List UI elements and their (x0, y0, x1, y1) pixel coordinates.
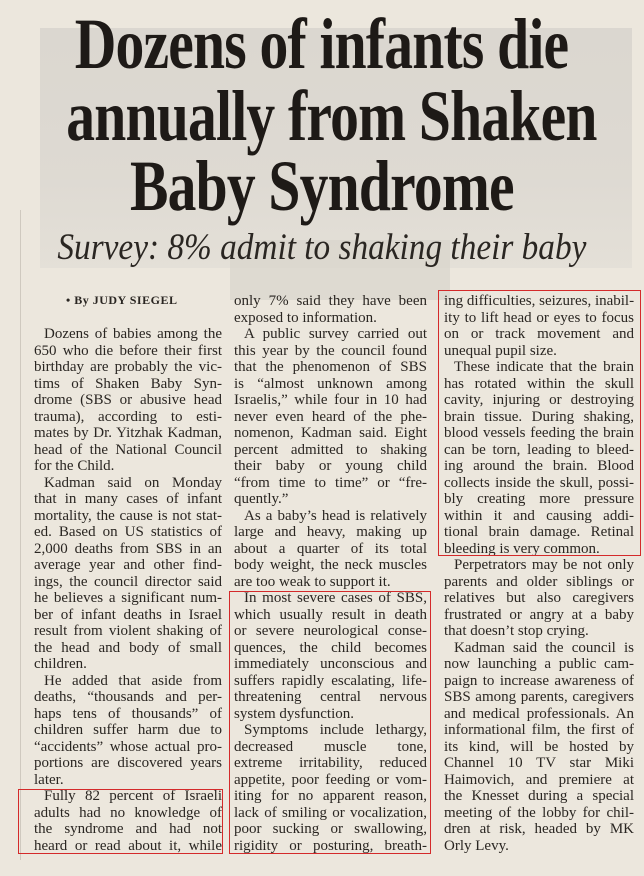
text-line: A public survey carried out (244, 326, 427, 342)
article-paragraph (444, 557, 634, 640)
text-line: lack of smiling or vocalization, (234, 804, 427, 821)
text-line: nomenon, Kadman said. Eight (234, 425, 427, 441)
text-line: drome (SBS or abusive head (34, 392, 222, 408)
text-line: appetite, poor feeding or vom- (234, 771, 427, 788)
text-line: its kind, will be hosted by (444, 738, 634, 755)
text-line: birthday are probably the vic- (34, 359, 222, 375)
text-line: the syndrome and had not (34, 821, 222, 837)
text-line: As a baby’s head is relatively (244, 507, 427, 524)
text-line: which usually result in death (234, 606, 427, 623)
text-line: threatening central nervous (234, 689, 427, 705)
text-line: unequal pupil size. (444, 342, 557, 359)
highlight-box (229, 591, 431, 854)
text-line: frustrated or angry at a baby (444, 606, 634, 623)
text-line: immediately unconscious and (234, 656, 427, 672)
text-line: their baby or young child (234, 458, 427, 474)
text-line: mates by Dr. Yitzhak Kadman, (34, 425, 222, 441)
column-rule (20, 210, 21, 860)
text-line: children. (34, 656, 87, 672)
text-line: “accidents” whose actual pro- (34, 738, 222, 755)
text-line: about a quarter of its total (234, 540, 427, 557)
text-line: result from violent shaking of (34, 623, 222, 639)
text-line: head of the National Council (34, 441, 222, 458)
text-line: are too weak to support it. (234, 573, 391, 590)
text-line: Perpetrators may be not only (454, 557, 634, 573)
text-line: portions are discovered years (34, 755, 222, 771)
text-line: paign to increase awareness of (444, 672, 634, 689)
text-line: for the Child. (34, 458, 115, 474)
article-paragraph (444, 640, 634, 855)
article-paragraph (34, 673, 222, 789)
text-line: heard or read about it, while (34, 837, 222, 854)
highlight-box (438, 290, 641, 556)
text-line: the Knesset during a special (444, 788, 634, 804)
text-line: meeting of the lobby for chil- (444, 804, 634, 821)
text-line: Symptoms include lethargy, (244, 722, 427, 738)
text-line: that the phenomenon of SBS (234, 359, 427, 375)
text-line: ing around the brain. Blood (444, 458, 634, 474)
text-line: extreme irritability, reduced (234, 755, 427, 771)
text-line: Channel 10 TV star Miki (444, 755, 634, 771)
text-line: haps tens of thousands” of (34, 705, 222, 722)
highlight-box (18, 789, 223, 854)
text-line: parents and older siblings or (444, 573, 634, 590)
text-line: Fully 82 percent of Israeli (44, 788, 222, 804)
text-line: or severe neurological conse- (234, 623, 427, 639)
text-line: can be torn, leading to bleed- (444, 441, 634, 458)
article-column-1 (34, 326, 222, 854)
text-line: system dysfunction. (234, 705, 354, 722)
article-paragraph (34, 475, 222, 673)
text-line: These indicate that the brain (454, 359, 634, 375)
text-line: body weight, the neck muscles (234, 557, 427, 573)
text-line: ing difficulties, seizures, inabil- (444, 293, 635, 309)
text-line: suffers rapidly escalating, life- (234, 672, 427, 689)
text-line: 650 who die before their first (34, 342, 222, 359)
text-line: quences, the child becomes (234, 639, 427, 656)
text-line: Haimovich, and premiere at (444, 771, 634, 788)
text-line: Orly Levy. (444, 837, 509, 854)
text-line: ber of infant deaths in Israel (34, 606, 222, 623)
article-paragraph (34, 326, 222, 475)
text-line: the head and body of small (34, 639, 222, 656)
text-line: now launching a public cam- (444, 656, 634, 672)
text-line: large and heavy, making up (234, 524, 427, 540)
text-line: ings, the council director said (34, 573, 222, 590)
text-line: children suffer harm due to (34, 722, 222, 738)
text-line: has rotated within the skull (444, 375, 634, 392)
text-line: on or track movement and (444, 326, 634, 342)
text-line: dren at risk, headed by MK (444, 821, 634, 837)
text-line: tional brain damage. Retinal (444, 524, 634, 540)
text-line: and medical professionals. An (444, 705, 634, 722)
text-line: is “almost unknown among (234, 375, 427, 392)
text-line: poor sucking or swallowing, (234, 821, 427, 837)
article-paragraph (234, 326, 427, 508)
headline-text: annually from Shaken (66, 76, 597, 156)
subheadline (0, 228, 644, 268)
text-line: percent admitted to shaking (234, 441, 427, 458)
text-line: trauma), according to esti- (34, 408, 222, 425)
byline: • By JUDY SIEGEL (66, 293, 178, 307)
text-line: decreased muscle tone, (234, 738, 427, 755)
text-line: quently.” (234, 491, 289, 507)
headline-line-2 (0, 76, 644, 156)
headline-line-3 (0, 146, 644, 226)
text-line: informational film, the first of (444, 722, 634, 738)
text-line: ity to lift head or eyes to focus (444, 309, 634, 326)
text-line: deaths, “thousands and per- (34, 689, 222, 705)
text-line: exposed to information. (234, 309, 377, 326)
text-line: never even heard of the phe- (234, 408, 427, 425)
text-line: mortality, the cause is not stat- (34, 507, 222, 524)
subheadline-text: Survey: 8% admit to shaking their baby (57, 227, 587, 268)
text-line: Kadman said on Monday (44, 474, 222, 491)
text-line: adults had no knowledge of (34, 804, 222, 821)
text-line: that in many cases of infant (34, 491, 222, 507)
text-line: 2,000 deaths from SBS in an (34, 540, 222, 557)
text-line: cavity, injuring or destroying (444, 392, 634, 408)
text-line: this year by the council found (234, 342, 427, 359)
text-line: average year and other find- (34, 557, 222, 573)
text-line: within it and causing addi- (444, 507, 634, 524)
text-line: relatives but also caregivers (444, 590, 634, 606)
headline-text: Baby Syndrome (130, 146, 514, 226)
text-line: rigidity or posturing, breath- (234, 837, 427, 854)
text-line: iting for no apparent reason, (234, 788, 427, 804)
text-line: Kadman said the council is (454, 639, 634, 656)
text-line: In most severe cases of SBS, (244, 590, 427, 606)
text-line: Israelis,” while four in 10 had (234, 392, 427, 408)
text-line: he believes a significant num- (34, 590, 222, 606)
text-line: bly creating more pressure (444, 491, 634, 507)
text-line: collects inside the skull, possi- (444, 474, 634, 491)
text-line: “from time to time” or “fre- (234, 474, 427, 491)
text-line: ed. Based on US statistics of (34, 524, 222, 540)
text-line: He added that aside from (44, 672, 222, 689)
headline-text: Dozens of infants die (75, 4, 569, 84)
text-line: SBS among parents, caregivers (444, 689, 634, 705)
article-paragraph (234, 293, 427, 326)
text-line: that doesn’t stop crying. (444, 623, 589, 639)
text-line: Dozens of babies among the (44, 326, 222, 342)
text-line: later. (34, 771, 64, 788)
text-line: blood vessels feeding the brain (444, 425, 634, 441)
text-line: tims of Shaken Baby Syn- (34, 375, 222, 392)
article-paragraph (234, 508, 427, 591)
headline-line-1 (0, 4, 644, 84)
text-line: brain tissue. During shaking, (444, 408, 634, 425)
text-line: only 7% said they have been (234, 293, 427, 309)
text-line: bleeding is very common. (444, 540, 600, 557)
